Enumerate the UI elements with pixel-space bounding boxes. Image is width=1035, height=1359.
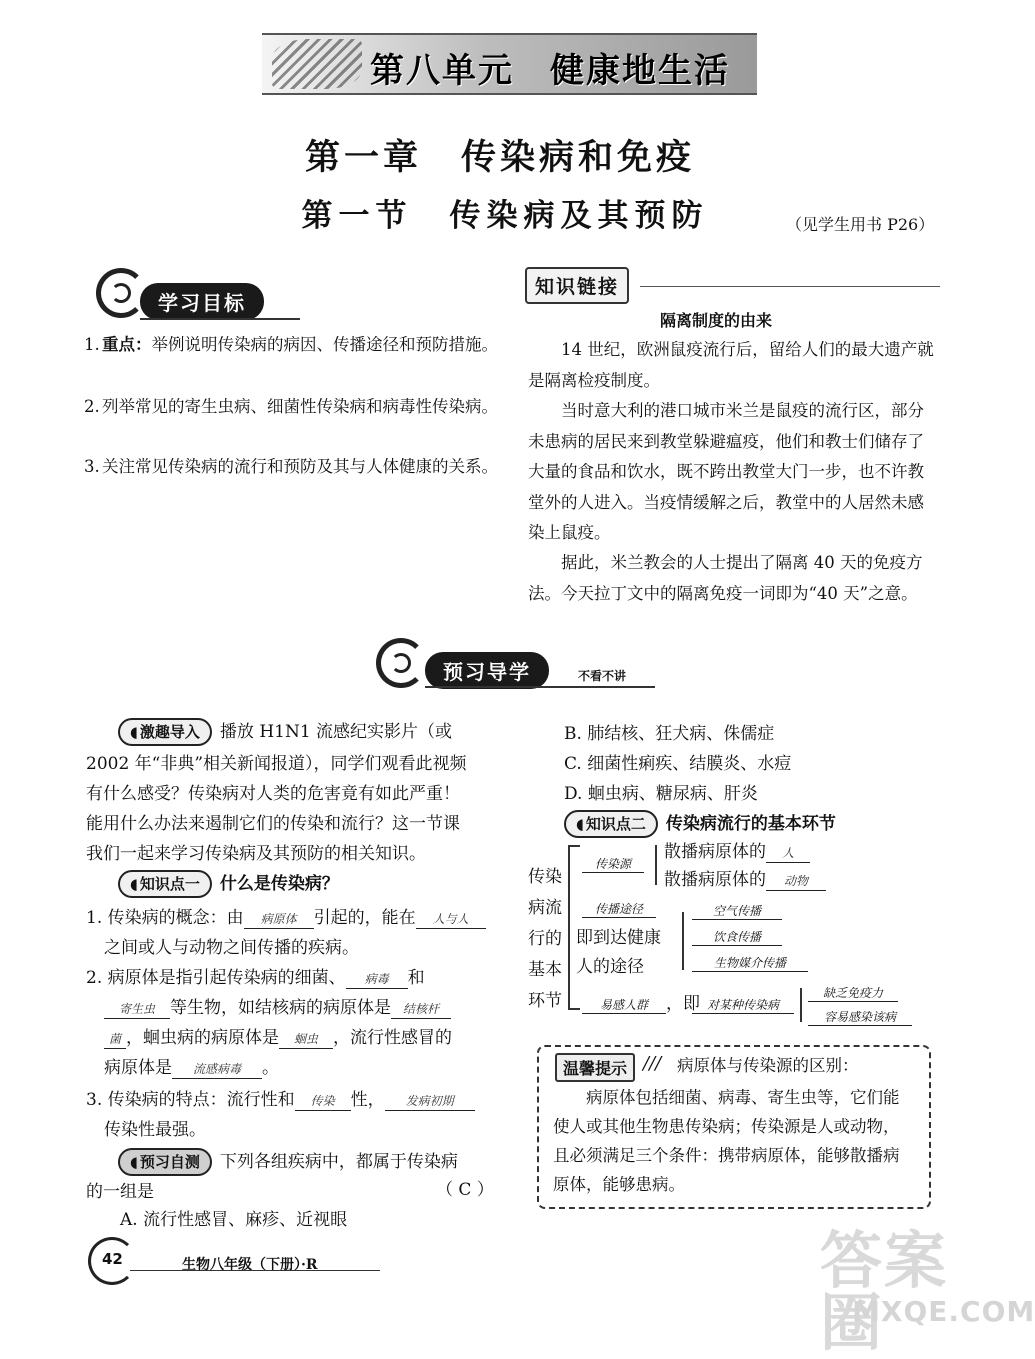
- point1-q3: 3. 传染病的特点：流行性和 传染 性， 发病初期: [86, 1086, 506, 1115]
- diagram-route-desc: 即到达健康: [576, 928, 661, 948]
- point2-heading: ◖ 知识点二 传染病流行的基本环节: [564, 810, 944, 839]
- watermark-url: MXQE.COM: [852, 1295, 1035, 1328]
- intro-line: ◖ 激趣导入 播放 H1N1 流感纪实影片（或: [118, 718, 518, 747]
- diagram-susceptible: 易感人群: [582, 996, 666, 1014]
- self-test-option: C. 细菌性痢疾、结膜炎、水痘: [564, 754, 792, 774]
- diagram-route-answer: 空气传播: [692, 902, 782, 920]
- diagram-route-answer: 生物媒介传播: [692, 954, 808, 972]
- knowledge-link-paragraph: 14 世纪，欧洲鼠疫流行后，留给人们的最大遗产就是隔离检疫制度。: [528, 340, 934, 390]
- point1-tag: ◖ 知识点一: [118, 870, 212, 898]
- swirl-icon: [96, 268, 146, 318]
- swirl-icon: [376, 638, 426, 688]
- diagram-susceptible-answer: 对某种传染病: [692, 996, 794, 1014]
- diagram-route: 传播途径: [582, 900, 656, 918]
- objective-item: 1. 重点：举例说明传染病的病因、传播途径和预防措施。: [84, 335, 498, 354]
- intro-line: 2002 年“非典”相关新闻报道），同学们观看此视频: [86, 754, 467, 774]
- diagram-brace: [655, 845, 657, 885]
- point2-tag: ◖ 知识点二: [564, 810, 658, 838]
- point1-q2-cont: 寄生虫 等生物，如结核病的病原体是 结核杆: [104, 994, 504, 1023]
- self-test-tag: ◖ 预习自测: [118, 1148, 212, 1176]
- diagram-route-desc: 人的途径: [576, 957, 644, 977]
- preview-subtitle: 不看不讲: [578, 669, 627, 683]
- intro-line: 有什么感受？传染病对人类的危害竟有如此严重！: [86, 784, 460, 804]
- diagram-susceptible-tail: 缺乏免疫力: [808, 984, 898, 1002]
- point1-q1-cont: 之间或人与动物之间传播的疾病。: [104, 938, 359, 958]
- point1-q1: 1. 传染病的概念：由 病原体 引起的，能在 人与人: [86, 904, 506, 933]
- diagram-route-answer: 饮食传播: [692, 928, 782, 946]
- unit-title: 第八单元 健康地生活: [370, 51, 730, 91]
- tip-title: 病原体与传染源的区别：: [677, 1056, 859, 1075]
- point1-q2-cont: 菌 ，蛔虫病的病原体是 蛔虫 ，流行性感冒的: [104, 1024, 504, 1053]
- knowledge-link-title: 隔离制度的由来: [660, 311, 773, 330]
- diagram-brace: [682, 912, 684, 970]
- intro-tag: ◖ 激趣导入: [118, 718, 212, 746]
- tip-marks: ///: [643, 1053, 662, 1074]
- footer-rule: [130, 1270, 380, 1271]
- footer-book-title: 生物八年级（下册）·R: [182, 1257, 318, 1273]
- self-test-question-cont: 的一组是: [86, 1182, 154, 1202]
- objective-item: 2. 列举常见的寄生虫病、细菌性传染病和病毒性传染病。: [84, 397, 498, 416]
- page-number: 42: [102, 1250, 123, 1268]
- point1-q2-cont: 病原体是 流感病毒 。: [104, 1058, 279, 1078]
- knowledge-link-rule: [640, 286, 940, 287]
- diagram-source-line: 散播病原体的 人: [664, 838, 810, 867]
- self-test-question: ◖ 预习自测 下列各组疾病中，都属于传染病: [118, 1148, 498, 1177]
- preview-heading: 预习导学: [425, 652, 549, 689]
- preview-rule: [425, 686, 655, 688]
- knowledge-link-tag: 知识链接: [525, 267, 629, 304]
- objectives-heading: 学习目标: [140, 283, 264, 320]
- diagram-left-label: 传染 病流 行的 基本 环节: [528, 867, 562, 1011]
- page-reference: （见学生用书 P26）: [786, 215, 935, 234]
- tip-text: 病原体包括细菌、病毒、寄生虫等，它们能使人或其他生物患传染病；传染源是人或动物，且必须满足三个条件：携带病原体，能够散播病原体，能够患病。: [553, 1088, 900, 1194]
- tip-box: [537, 1045, 931, 1209]
- self-test-option: A. 流行性感冒、麻疹、近视眼: [120, 1210, 348, 1230]
- diagram-susceptible-sep: ，即: [666, 994, 700, 1014]
- intro-line: 我们一起来学习传染病及其预防的相关知识。: [86, 844, 426, 864]
- diagram-source-line: 散播病原体的 动物: [664, 866, 826, 895]
- diagram-brace: [568, 845, 580, 847]
- point1-q3-cont: 传染性最强。: [104, 1120, 206, 1140]
- section-title: 第一节 传染病及其预防: [301, 198, 709, 234]
- point1-heading: ◖ 知识点一 什么是传染病？: [118, 870, 498, 899]
- self-test-option: D. 蛔虫病、糖尿病、肝炎: [564, 784, 758, 804]
- objective-item: 3. 关注常见传染病的流行和预防及其与人体健康的关系。: [84, 457, 498, 476]
- banner-decoration: [272, 39, 362, 89]
- knowledge-link-paragraph: 据此，米兰教会的人士提出了隔离 40 天的免疫方法。今天拉丁文中的隔离免疫一词即为“40 天”之意。: [528, 553, 923, 603]
- knowledge-link-paragraph: 当时意大利的港口城市米兰是鼠疫的流行区，部分未患病的居民来到教堂躲避瘟疫，他们和教士们储存了大量的食品和饮水，既不跨出教堂大门一步，也不许教堂外的人进入。当疫情缓解之后，教堂中的人居然未感染上鼠疫。: [528, 401, 924, 542]
- diagram-brace: [568, 1008, 580, 1010]
- self-test-answer: （ C ）: [436, 1180, 494, 1200]
- unit-banner: [262, 33, 757, 95]
- self-test-option: B. 肺结核、狂犬病、侏儒症: [564, 724, 775, 744]
- diagram-source: 传染源: [582, 855, 644, 873]
- watermark-logo: 答案圈: [820, 1224, 949, 1359]
- diagram-brace: [568, 845, 570, 1010]
- diagram-brace: [800, 988, 802, 1022]
- diagram-susceptible-tail: 容易感染该病: [808, 1008, 912, 1026]
- objectives-rule: [140, 318, 300, 320]
- point1-q2: 2. 病原体是指引起传染病的细菌、 病毒 和: [86, 968, 425, 988]
- chapter-title: 第一章 传染病和免疫: [304, 138, 695, 178]
- tip-label: 温馨提示: [555, 1053, 635, 1082]
- intro-line: 能用什么办法来遏制它们的传染和流行？这一节课: [86, 814, 460, 834]
